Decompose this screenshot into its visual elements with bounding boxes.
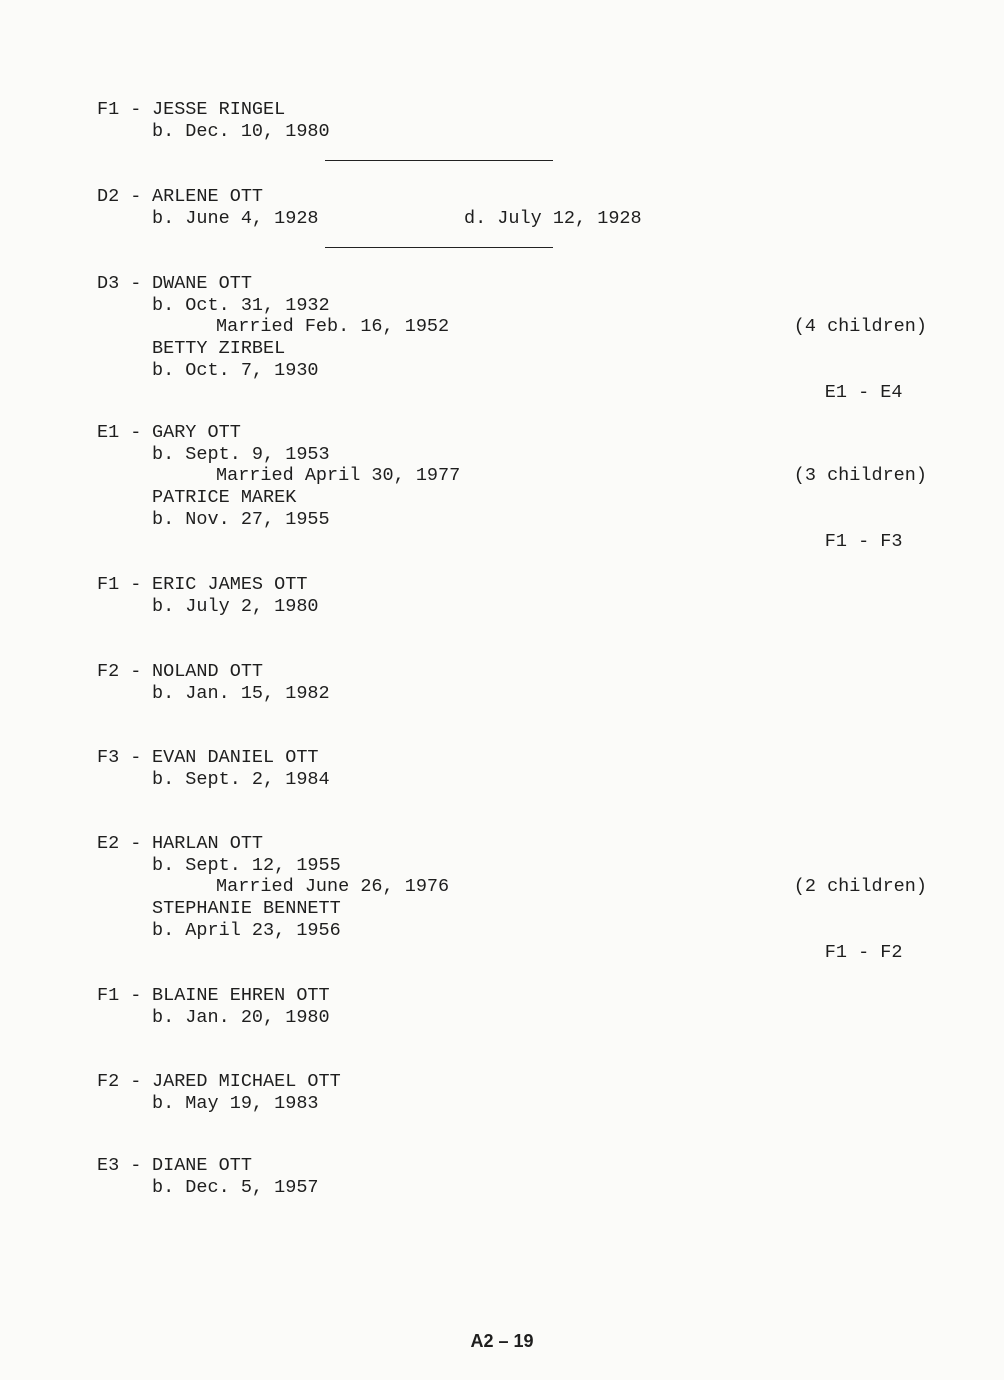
- person-name: EVAN DANIEL OTT: [152, 747, 319, 768]
- birth-date: b. July 2, 1980: [152, 595, 319, 617]
- genealogy-entry: [97, 273, 927, 403]
- genealogy-entry: [97, 1071, 927, 1114]
- generation-code: E3 -: [97, 1155, 142, 1176]
- person-name: NOLAND OTT: [152, 661, 264, 682]
- generation-code: F3 -: [97, 747, 142, 768]
- generation-code: D3 -: [97, 273, 142, 294]
- children-range: F1 - F3: [824, 530, 903, 552]
- generation-code: F1 -: [97, 985, 142, 1006]
- children-note: [794, 833, 927, 1007]
- children-note: [794, 422, 927, 596]
- genealogy-entry: [97, 985, 927, 1028]
- birth-date: b. Sept. 12, 1955: [152, 854, 341, 876]
- spouse-birth-date: b. Oct. 7, 1930: [152, 359, 319, 381]
- birth-date: b. Dec. 10, 1980: [152, 120, 330, 142]
- genealogy-entry: [97, 186, 927, 229]
- marriage-date: Married April 30, 1977: [216, 465, 461, 487]
- birth-date: b. Sept. 2, 1984: [152, 768, 330, 790]
- generation-code: E1 -: [97, 422, 142, 443]
- person-name: DIANE OTT: [152, 1155, 252, 1176]
- birth-date: b. Dec. 5, 1957: [152, 1176, 319, 1198]
- person-name: HARLAN OTT: [152, 833, 264, 854]
- spouse-birth-date: b. April 23, 1956: [152, 919, 341, 941]
- generation-code: D2 -: [97, 186, 142, 207]
- spouse-name: STEPHANIE BENNETT: [152, 898, 341, 920]
- children-count: (2 children): [793, 876, 927, 898]
- genealogy-entry: [97, 747, 927, 790]
- genealogy-entry: [97, 661, 927, 704]
- spouse-birth-date: b. Nov. 27, 1955: [152, 508, 330, 530]
- generation-code: F2 -: [97, 661, 142, 682]
- person-name: DWANE OTT: [152, 273, 252, 294]
- generation-code: E2 -: [97, 833, 142, 854]
- marriage-date: Married June 26, 1976: [216, 876, 450, 898]
- person-name: GARY OTT: [152, 422, 241, 443]
- genealogy-entry: [97, 574, 927, 617]
- person-name: ARLENE OTT: [152, 186, 264, 207]
- birth-date: b. Sept. 9, 1953: [152, 443, 330, 465]
- birth-date: b. Jan. 15, 1982: [152, 682, 330, 704]
- marriage-date: Married Feb. 16, 1952: [216, 316, 450, 338]
- spouse-name: PATRICE MAREK: [152, 487, 297, 509]
- genealogy-entry: [97, 422, 927, 552]
- genealogy-entry: [97, 1155, 927, 1198]
- person-name: BLAINE EHREN OTT: [152, 985, 330, 1006]
- birth-date: b. Oct. 31, 1932: [152, 294, 330, 316]
- children-note: [794, 273, 927, 447]
- person-name: ERIC JAMES OTT: [152, 574, 308, 595]
- generation-code: F2 -: [97, 1071, 142, 1092]
- children-range: F1 - F2: [824, 941, 903, 963]
- death-date: d. July 12, 1928: [464, 207, 642, 229]
- genealogy-entry: [97, 99, 927, 142]
- spouse-name: BETTY ZIRBEL: [152, 338, 286, 360]
- birth-date: b. May 19, 1983: [152, 1092, 319, 1114]
- separator-line: [325, 160, 553, 161]
- person-name: JESSE RINGEL: [152, 99, 286, 120]
- separator-line: [325, 247, 553, 248]
- birth-date: b. June 4, 1928: [152, 207, 319, 229]
- page-number: A2 – 19: [470, 1331, 534, 1351]
- generation-code: F1 -: [97, 99, 142, 120]
- children-count: (3 children): [793, 465, 927, 487]
- person-name: JARED MICHAEL OTT: [152, 1071, 341, 1092]
- children-range: E1 - E4: [824, 381, 903, 403]
- birth-date: b. Jan. 20, 1980: [152, 1006, 330, 1028]
- children-count: (4 children): [793, 316, 927, 338]
- genealogy-entry: [97, 833, 927, 963]
- generation-code: F1 -: [97, 574, 142, 595]
